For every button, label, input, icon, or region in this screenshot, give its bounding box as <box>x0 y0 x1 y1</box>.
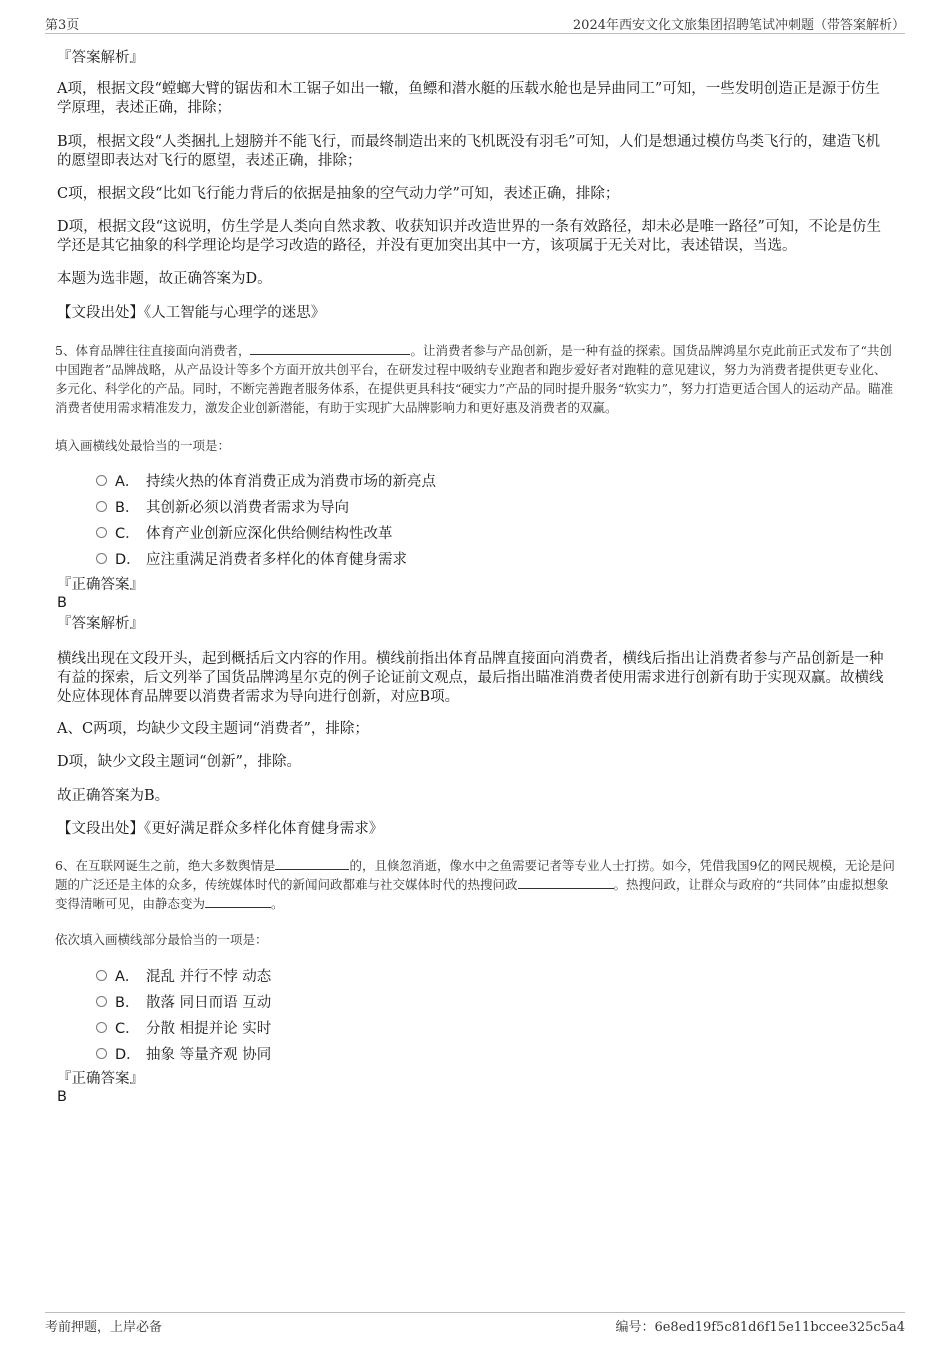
q5-stem-before: 5、体育品牌往往直接面向消费者， <box>55 343 251 358</box>
q6-blank-2 <box>518 876 614 889</box>
page-footer <box>45 1312 905 1333</box>
radio-icon[interactable] <box>96 970 107 981</box>
page-header <box>45 14 905 34</box>
option-text: 混乱 并行不悖 动态 <box>146 969 272 985</box>
option-letter: C． <box>115 1021 140 1037</box>
option-letter: D． <box>115 1047 141 1063</box>
q5-source: 【文段出处】《更好满足群众多样化体育健身需求》 <box>57 821 384 837</box>
q6-blank-1 <box>275 857 349 870</box>
document-title: 2024年西安文化文旅集团招聘笔试冲刺题（带答案解析） <box>572 18 905 33</box>
q5-stem <box>55 341 895 417</box>
option-text: 持续火热的体育消费正成为消费市场的新亮点 <box>146 474 436 490</box>
radio-icon[interactable] <box>96 1048 107 1059</box>
radio-icon[interactable] <box>96 527 107 538</box>
q5-conclusion: 故正确答案为B。 <box>57 788 170 804</box>
q4-analysis-c: C项，根据文段“比如飞行能力背后的依据是抽象的空气动力学”可知，表述正确，排除； <box>57 186 620 202</box>
q4-source: 【文段出处】《人工智能与心理学的迷思》 <box>57 305 326 321</box>
q5-blank <box>250 342 410 355</box>
q6-answer: B <box>57 1089 67 1105</box>
option-text: 其创新必须以消费者需求为导向 <box>146 500 349 516</box>
option-letter: C． <box>115 526 140 542</box>
radio-icon[interactable] <box>96 996 107 1007</box>
q6-answer-label: 『正确答案』 <box>57 1071 144 1087</box>
radio-icon[interactable] <box>96 553 107 564</box>
option-letter: B． <box>115 995 140 1011</box>
q4-analysis-label: 『答案解析』 <box>57 50 144 66</box>
footer-code: 编号：6e8ed19f5c81d6f15e11bccee325c5a4 <box>615 1320 905 1335</box>
option-text: 散落 同日而语 互动 <box>146 995 272 1011</box>
footer-slogan: 考前押题，上岸必备 <box>45 1320 163 1335</box>
q5-analysis-label: 『答案解析』 <box>57 616 144 632</box>
q6-stem-part2: 的，且倏忽消逝，像水中之鱼需要记者等专业人士打捞。如今，凭借我国9亿的网民规模，无论是问题的广泛还是主体的众多，传统媒体时代的新闻问政都难与社交媒体时代的热搜问政 <box>55 858 895 892</box>
q6-prompt: 依次填入画横线部分最恰当的一项是： <box>55 932 268 947</box>
page-number: 第3页 <box>45 18 80 33</box>
option-text: 应注重满足消费者多样化的体育健身需求 <box>146 552 407 568</box>
q5-prompt: 填入画横线处最恰当的一项是： <box>55 438 231 453</box>
option-letter: D． <box>115 552 141 568</box>
option-letter: B． <box>115 500 140 516</box>
q6-blank-3 <box>205 895 271 908</box>
option-text: 体育产业创新应深化供给侧结构性改革 <box>146 526 393 542</box>
option-text: 抽象 等量齐观 协同 <box>146 1047 272 1063</box>
q4-analysis-b: B项，根据文段“人类捆扎上翅膀并不能飞行，而最终制造出来的飞机既没有羽毛”可知，人们是想通过模仿鸟类飞行的，建造飞机的愿望即表达对飞行的愿望，表述正确，排除； <box>57 134 880 169</box>
radio-icon[interactable] <box>96 501 107 512</box>
radio-icon[interactable] <box>96 475 107 486</box>
q4-analysis-a: A项，根据文段“螳螂大臂的锯齿和木工锯子如出一辙，鱼鳔和潜水艇的压载水舱也是异曲同工”可知，一些发明创造正是源于仿生学原理，表述正确，排除； <box>57 81 880 116</box>
q5-analysis-3: D项，缺少文段主题词“创新”，排除。 <box>57 754 301 770</box>
q5-answer: B <box>57 595 67 611</box>
q4-conclusion: 本题为选非题，故正确答案为D。 <box>57 271 272 287</box>
option-letter: A． <box>115 474 140 490</box>
q5-analysis-1: 横线出现在文段开头，起到概括后文内容的作用。横线前指出体育品牌直接面向消费者，横线后指出让消费者参与产品创新是一种有益的探索，后文列举了国货品牌鸿星尔克的例子论证前文观点，最后指出瞄准消费者使用需求进行创新有助于实现双赢。故横线处应体现体育品牌要以消费者需求为导向进行创新，对应B项。 <box>57 651 884 705</box>
q6-stem-part1: 6、在互联网诞生之前，绝大多数舆情是 <box>55 858 276 873</box>
radio-icon[interactable] <box>96 1022 107 1033</box>
q5-analysis-2: A、C两项，均缺少文段主题词“消费者”，排除； <box>57 721 369 737</box>
q4-analysis-d: D项，根据文段“这说明，仿生学是人类向自然求教、收获知识并改造世界的一条有效路径，却未必是唯一路径”可知，不论是仿生学还是其它抽象的科学理论均是学习改造的路径，并没有更加突出其中一方，该项属于无关对比，表述错误，当选。 <box>57 219 881 254</box>
option-text: 分散 相提并论 实时 <box>146 1021 272 1037</box>
q5-answer-label: 『正确答案』 <box>57 577 144 593</box>
q5-stem-after: 。让消费者参与产品创新，是一种有益的探索。国货品牌鸿星尔克此前正式发布了“共创中国跑者”品牌战略，从产品设计等多个方面开放共创平台，在研发过程中吸纳专业跑者和跑步爱好者对跑鞋的意见建议，努力为消费者提供更专业化、多元化、科学化的产品。同时，不断完善跑者服务体系，在提供更具科技“硬实力”产品的同时提升服务“软实力”，努力打造更适合国人的运动产品。瞄准消费者使用需求精准发力，激发企业创新潜能，有助于实现扩大品牌影响力和更好惠及消费者的双赢。 <box>55 343 894 415</box>
q6-stem <box>55 856 895 913</box>
option-letter: A． <box>115 969 140 985</box>
q6-stem-part3: 。热搜问政，让群众与政府的“共同体”由虚拟想象变得清晰可见，由静态变为 <box>55 877 889 911</box>
q6-stem-part4: 。 <box>271 896 284 911</box>
